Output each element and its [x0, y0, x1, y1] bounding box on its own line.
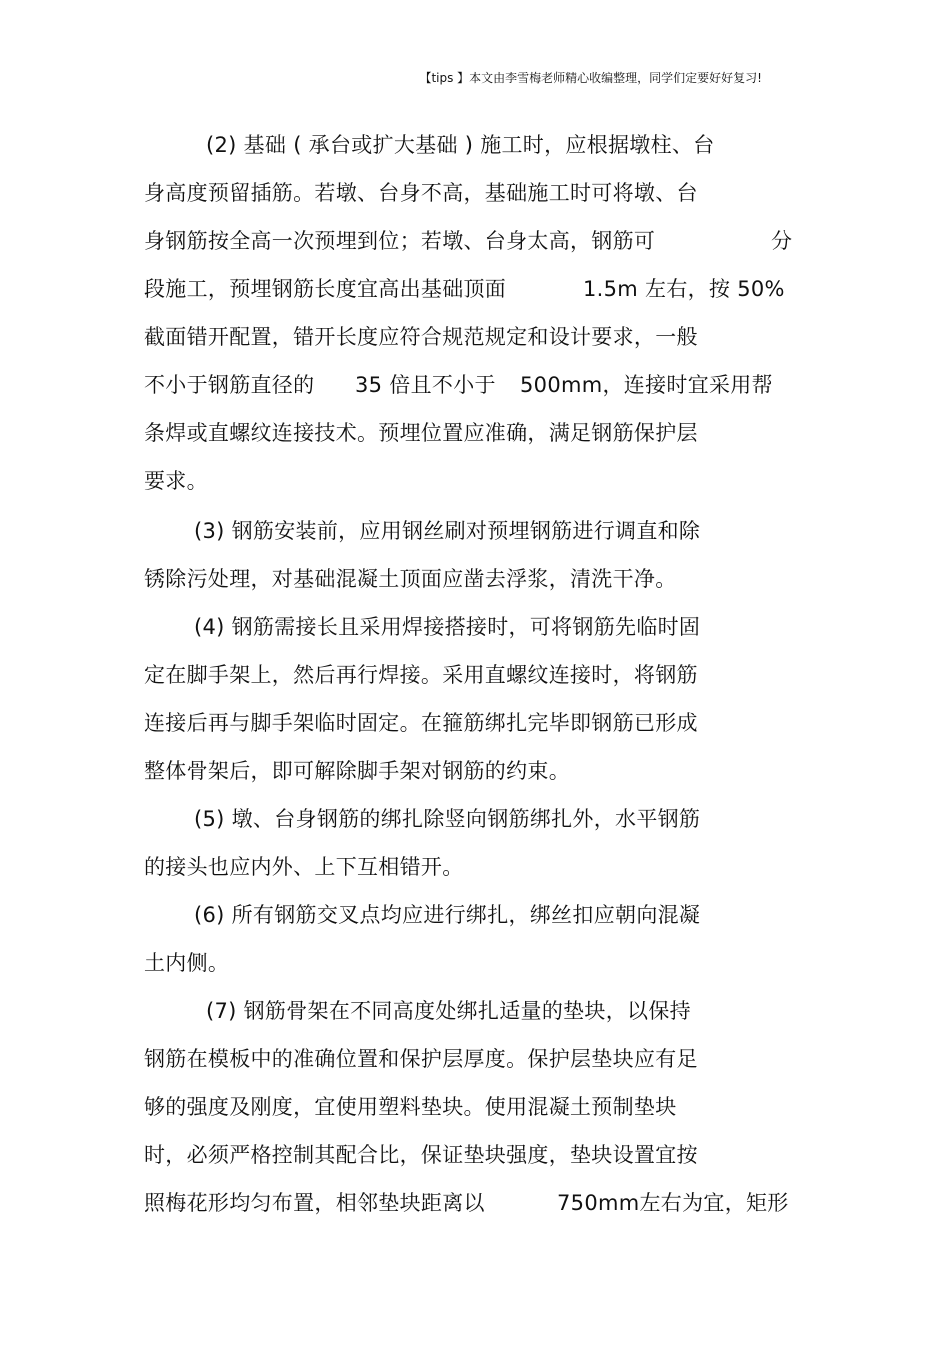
body-line: 段施工，预埋钢筋长度宜高出基础顶面: [144, 277, 507, 301]
body-line: 截面错开配置，错开长度应符合规范规定和设计要求，一般: [144, 325, 698, 349]
body-line: 条焊或直螺纹连接技术。预埋位置应准确，满足钢筋保护层: [144, 421, 698, 445]
body-line: 照梅花形均匀布置，相邻垫块距离以: [144, 1191, 485, 1215]
body-line: 整体骨架后，即可解除脚手架对钢筋的约束。: [144, 759, 570, 783]
body-line: 1.5m 左右，按 50%: [583, 277, 785, 301]
body-line: 定在脚手架上，然后再行焊接。采用直螺纹连接时，将钢筋: [144, 663, 698, 687]
body-line: 35 倍且不小于: [355, 373, 496, 397]
body-line: 钢筋在模板中的准确位置和保护层厚度。保护层垫块应有足: [144, 1047, 698, 1071]
body-line: 要求。: [144, 469, 208, 493]
body-line: 够的强度及刚度，宜使用塑料垫块。使用混凝土预制垫块: [144, 1095, 677, 1119]
body-line: (3) 钢筋安装前，应用钢丝刷对预埋钢筋进行调直和除: [194, 519, 701, 543]
body-line: (4) 钢筋需接长且采用焊接搭接时，可将钢筋先临时固: [194, 615, 701, 639]
body-line: 的接头也应内外、上下互相错开。: [144, 855, 464, 879]
body-line: 身钢筋按全高一次预埋到位；若墩、台身太高，钢筋可: [144, 229, 656, 253]
body-line: 750mm左右为宜，矩形: [557, 1191, 789, 1215]
body-line: (2) 基础 ( 承台或扩大基础 ) 施工时，应根据墩柱、台: [206, 133, 715, 157]
header-tips: 【tips 】本文由李雪梅老师精心收编整理，同学们定要好好复习!: [419, 71, 762, 85]
body-line: (6) 所有钢筋交叉点均应进行绑扎，绑丝扣应朝向混凝: [194, 903, 701, 927]
body-line: 分: [771, 229, 793, 253]
body-line: 时，必须严格控制其配合比，保证垫块强度，垫块设置宜按: [144, 1143, 698, 1167]
body-line: 不小于钢筋直径的: [144, 373, 315, 397]
body-line: 连接后再与脚手架临时固定。在箍筋绑扎完毕即钢筋已形成: [144, 711, 698, 735]
body-line: 身高度预留插筋。若墩、台身不高，基础施工时可将墩、台: [144, 181, 698, 205]
body-line: 土内侧。: [144, 951, 230, 975]
body-line: (7) 钢筋骨架在不同高度处绑扎适量的垫块，以保持: [206, 999, 691, 1023]
body-line: (5) 墩、台身钢筋的绑扎除竖向钢筋绑扎外，水平钢筋: [194, 807, 701, 831]
body-line: 500mm，连接时宜采用帮: [520, 373, 773, 397]
body-line: 锈除污处理，对基础混凝土顶面应凿去浮浆，清洗干净。: [144, 567, 677, 591]
